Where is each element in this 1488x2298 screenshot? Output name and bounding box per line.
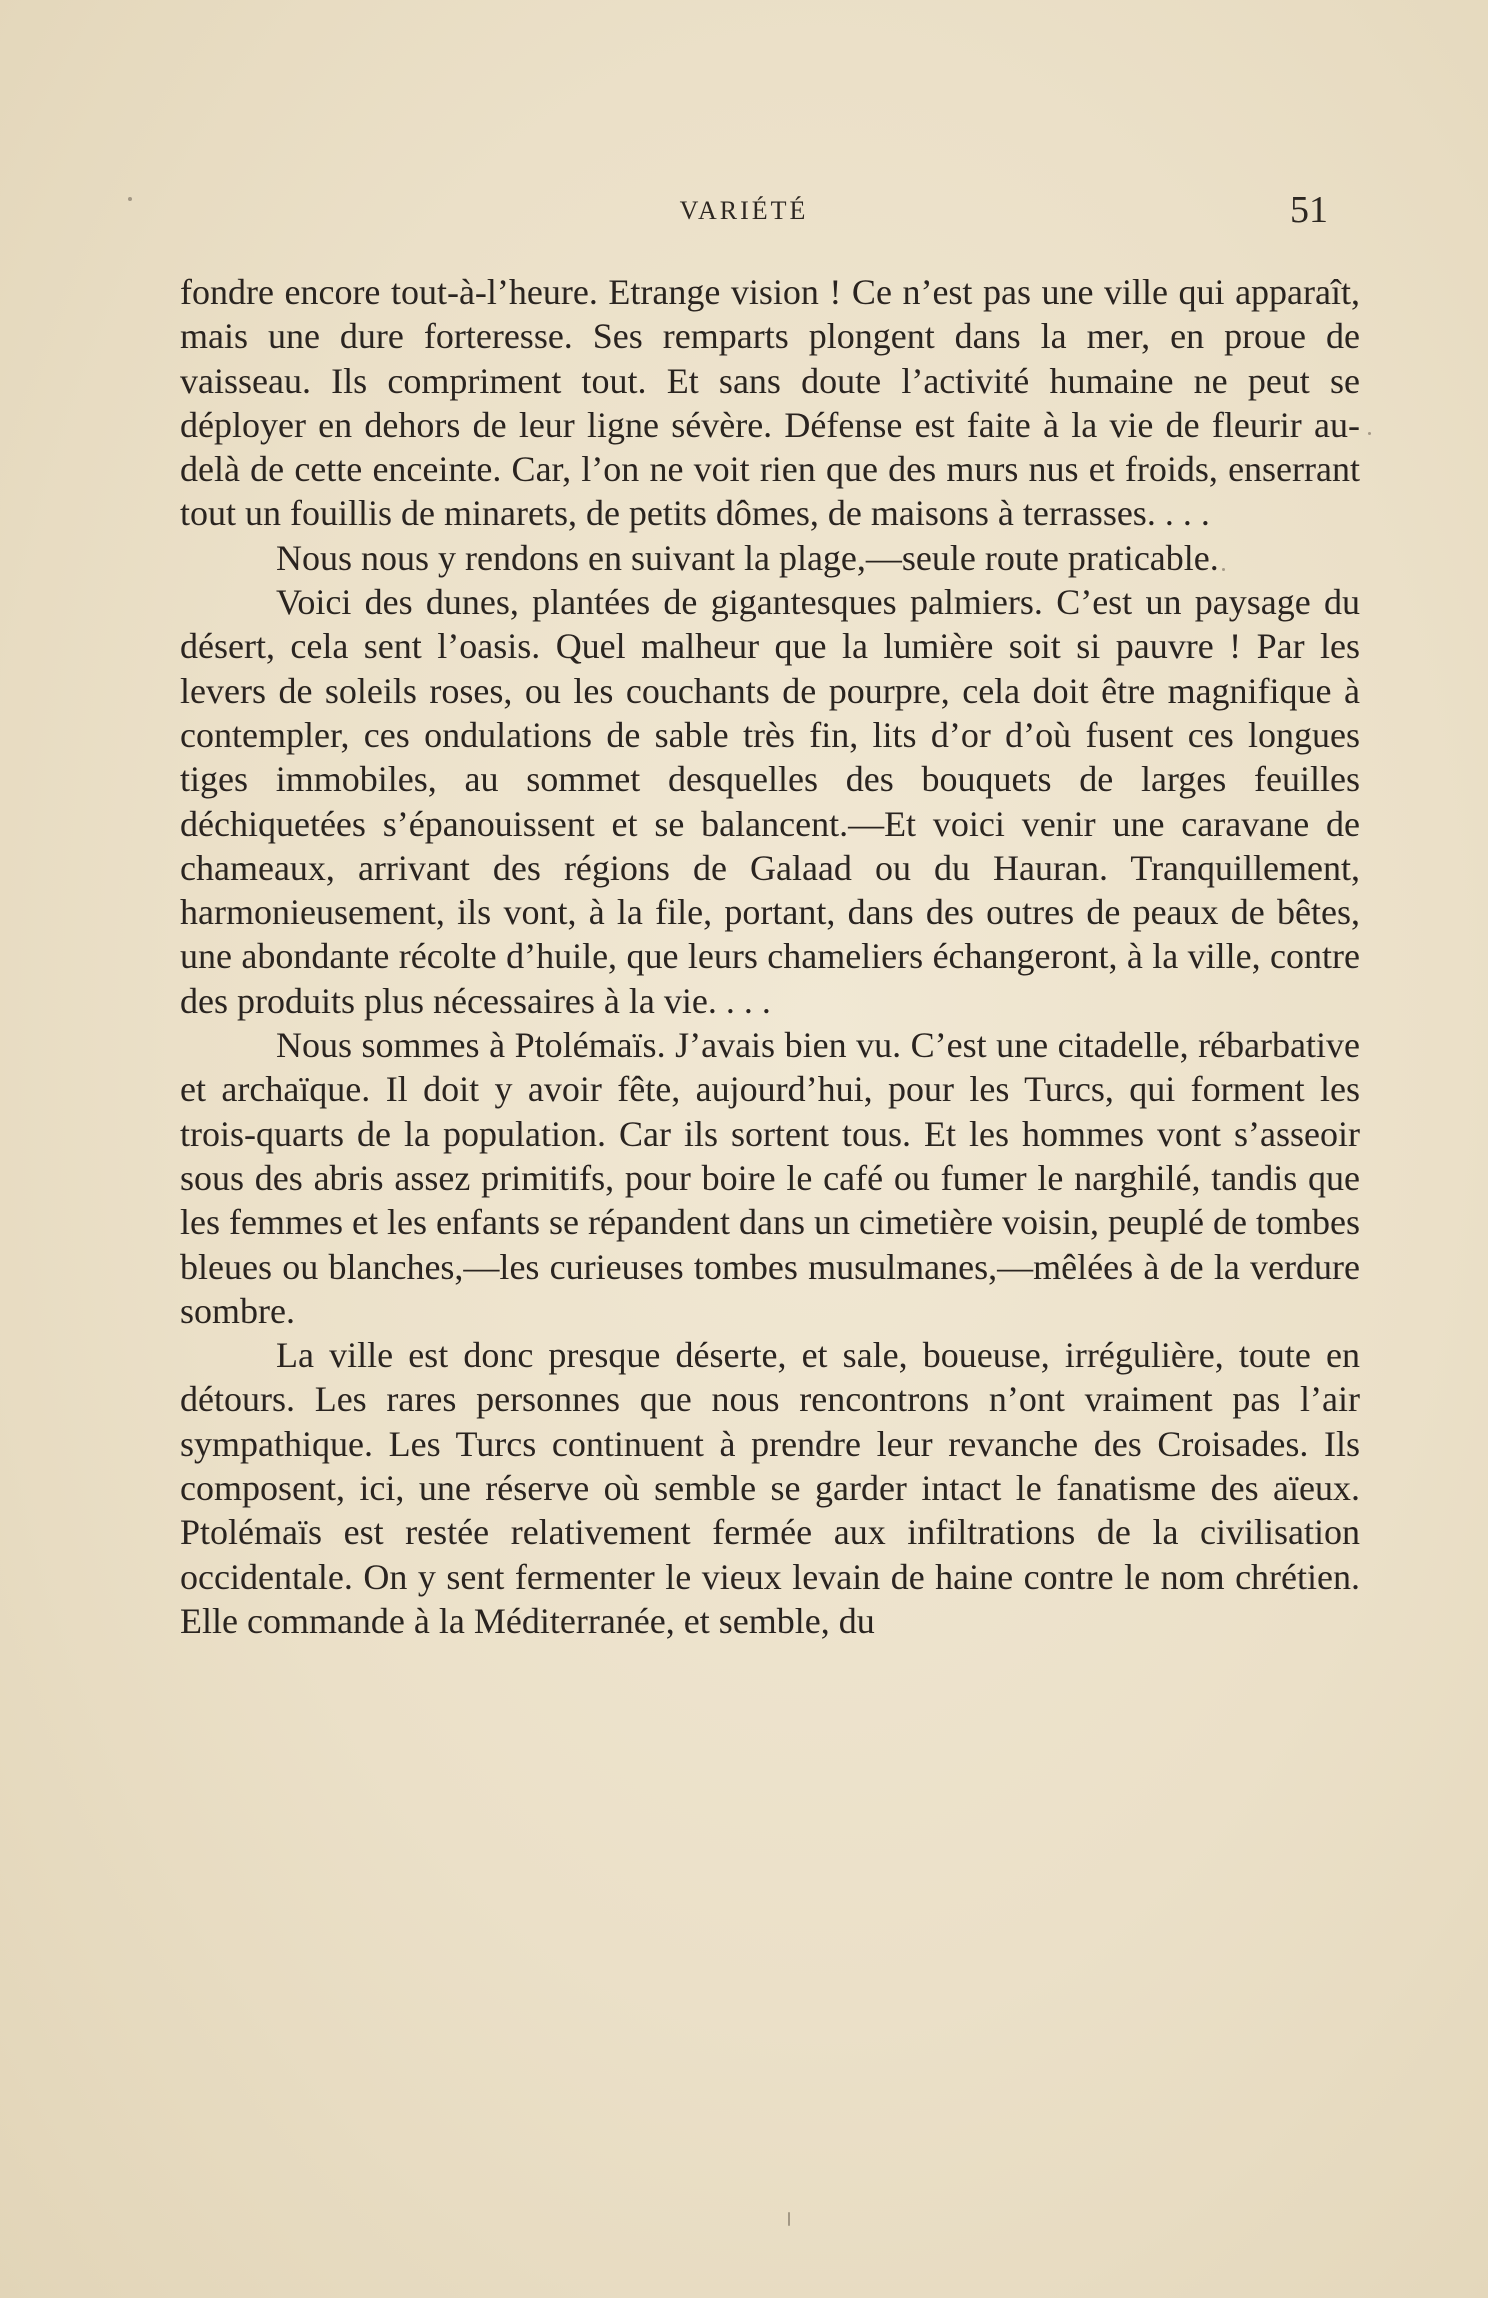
- paragraph: La ville est donc presque déserte, et sale, boueuse, irrégulière, toute en détours. Les rares personnes que nous rencontrons n’ont vraiment pas l’air sympathique. Les Turcs continuent à prendre leur revanche des Croisades. Ils composent, ici, une réserve où semble se garder intact le fanatisme des aïeux. Ptolémaïs est restée relativement fermée aux infiltrations de la civilisation occidentale. On y sent fermenter le vieux levain de haine contre le nom chrétien. Elle commande à la Méditerranée, et semble, du: [180, 1335, 1360, 1641]
- paper-speck: [1222, 568, 1225, 571]
- paper-speck: [788, 2212, 790, 2226]
- running-head: VARIÉTÉ: [679, 196, 809, 225]
- paragraph: Voici des dunes, plantées de gigantesques palmiers. C’est un paysage du désert, cela sent l’oasis. Quel malheur que la lumière soit si pauvre ! Par les levers de soleils roses, ou les couchants de pourpre, cela doit être magnifique à contempler, ces ondulations de sable très fin, lits d’or d’où fusent ces longues tiges immobiles, au sommet desquelles des bouquets de larges feuilles déchiquetées s’épanouissent et se balancent.—Et voici venir une caravane de chameaux, arrivant des régions de Galaad ou du Hauran. Tranquillement, harmonieusement, ils vont, à la file, portant, dans des outres de peaux de bêtes, une abondante récolte d’huile, que leurs chameliers échangeront, à la ville, contre des produits plus nécessaires à la vie. . . .: [180, 582, 1360, 1021]
- paragraph: Nous nous y rendons en suivant la plage,—seule route praticable.: [276, 537, 1219, 578]
- paper-speck: [128, 197, 132, 201]
- page-header: [0, 188, 1488, 231]
- body-text: [180, 270, 1360, 1643]
- page-number: 51: [1290, 189, 1328, 231]
- paragraph: Nous sommes à Ptolémaïs. J’avais bien vu. C’est une citadelle, rébarbative et archaïque. Il doit y avoir fête, aujourd’hui, pour les Turcs, qui forment les trois-quarts de la population. Car ils sortent tous. Et les hommes vont s’asseoir sous des abris assez primitifs, pour boire le café ou fumer le narghilé, tandis que les femmes et les enfants se répandent dans un cimetière voisin, peuplé de tombes bleues ou blanches,—les curieuses tombes musulmanes,—mêlées à de la verdure sombre.: [180, 1025, 1360, 1331]
- paragraph-continued: fondre encore tout-à-l’heure. Etrange vision ! Ce n’est pas une ville qui apparaît, mais une dure forteresse. Ses remparts plongent dans la mer, en proue de vaisseau. Ils compriment tout. Et sans doute l’activité humaine ne peut se déployer en dehors de leur ligne sévère. Défense est faite à la vie de fleurir au-delà de cette enceinte. Car, l’on ne voit rien que des murs nus et froids, enserrant tout un fouillis de minarets, de petits dômes, de maisons à terrasses. . . .: [180, 272, 1360, 534]
- paper-speck: [1368, 432, 1371, 435]
